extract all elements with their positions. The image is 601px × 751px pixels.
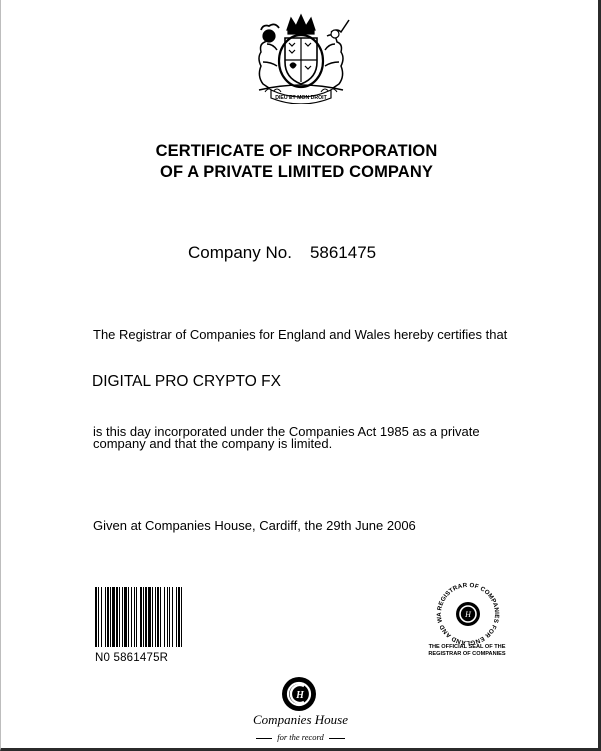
- companies-house-logo-icon: [281, 676, 317, 712]
- barcode-text: N0 5861475R: [95, 652, 169, 664]
- crest-motto: DIEU ET MON DROIT: [275, 95, 327, 101]
- tagline-text: for the record: [277, 732, 324, 742]
- certificate-title-line1: CERTIFICATE OF INCORPORATION: [155, 142, 438, 160]
- seal-caption-line2: REGISTRAR OF COMPANIES: [428, 651, 506, 657]
- company-number-label: Company No.: [188, 243, 292, 262]
- svg-text:H: H: [296, 690, 304, 701]
- company-number-row: [188, 243, 376, 263]
- seal-ring-text: REGISTRAR OF COMPANIES FOR ENGLAND AND WA: [435, 581, 501, 646]
- companies-house-name: Companies House: [253, 712, 348, 727]
- seal-caption-line1: THE OFFICIAL SEAL OF THE: [428, 644, 506, 650]
- given-statement: Given at Companies House, Cardiff, the 29th June 2006: [93, 518, 416, 533]
- registrar-seal-icon: [433, 580, 503, 646]
- svg-text:H: H: [465, 610, 471, 619]
- certificate-title-line2: OF A PRIVATE LIMITED COMPANY: [160, 163, 433, 181]
- incorporation-statement-line1: is this day incorporated under the Companies Act 1985 as a private: [93, 424, 480, 439]
- companies-house-tagline: [0, 732, 601, 742]
- registrar-statement: The Registrar of Companies for England and Wales hereby certifies that: [93, 327, 508, 342]
- barcode-icon: [95, 587, 242, 647]
- company-number: 5861475: [309, 243, 377, 262]
- incorporation-statement-line2: company and that the company is limited.: [93, 436, 333, 451]
- company-name: DIGITAL PRO CRYPTO FX: [92, 373, 281, 390]
- royal-coat-of-arms-icon: [245, 10, 357, 104]
